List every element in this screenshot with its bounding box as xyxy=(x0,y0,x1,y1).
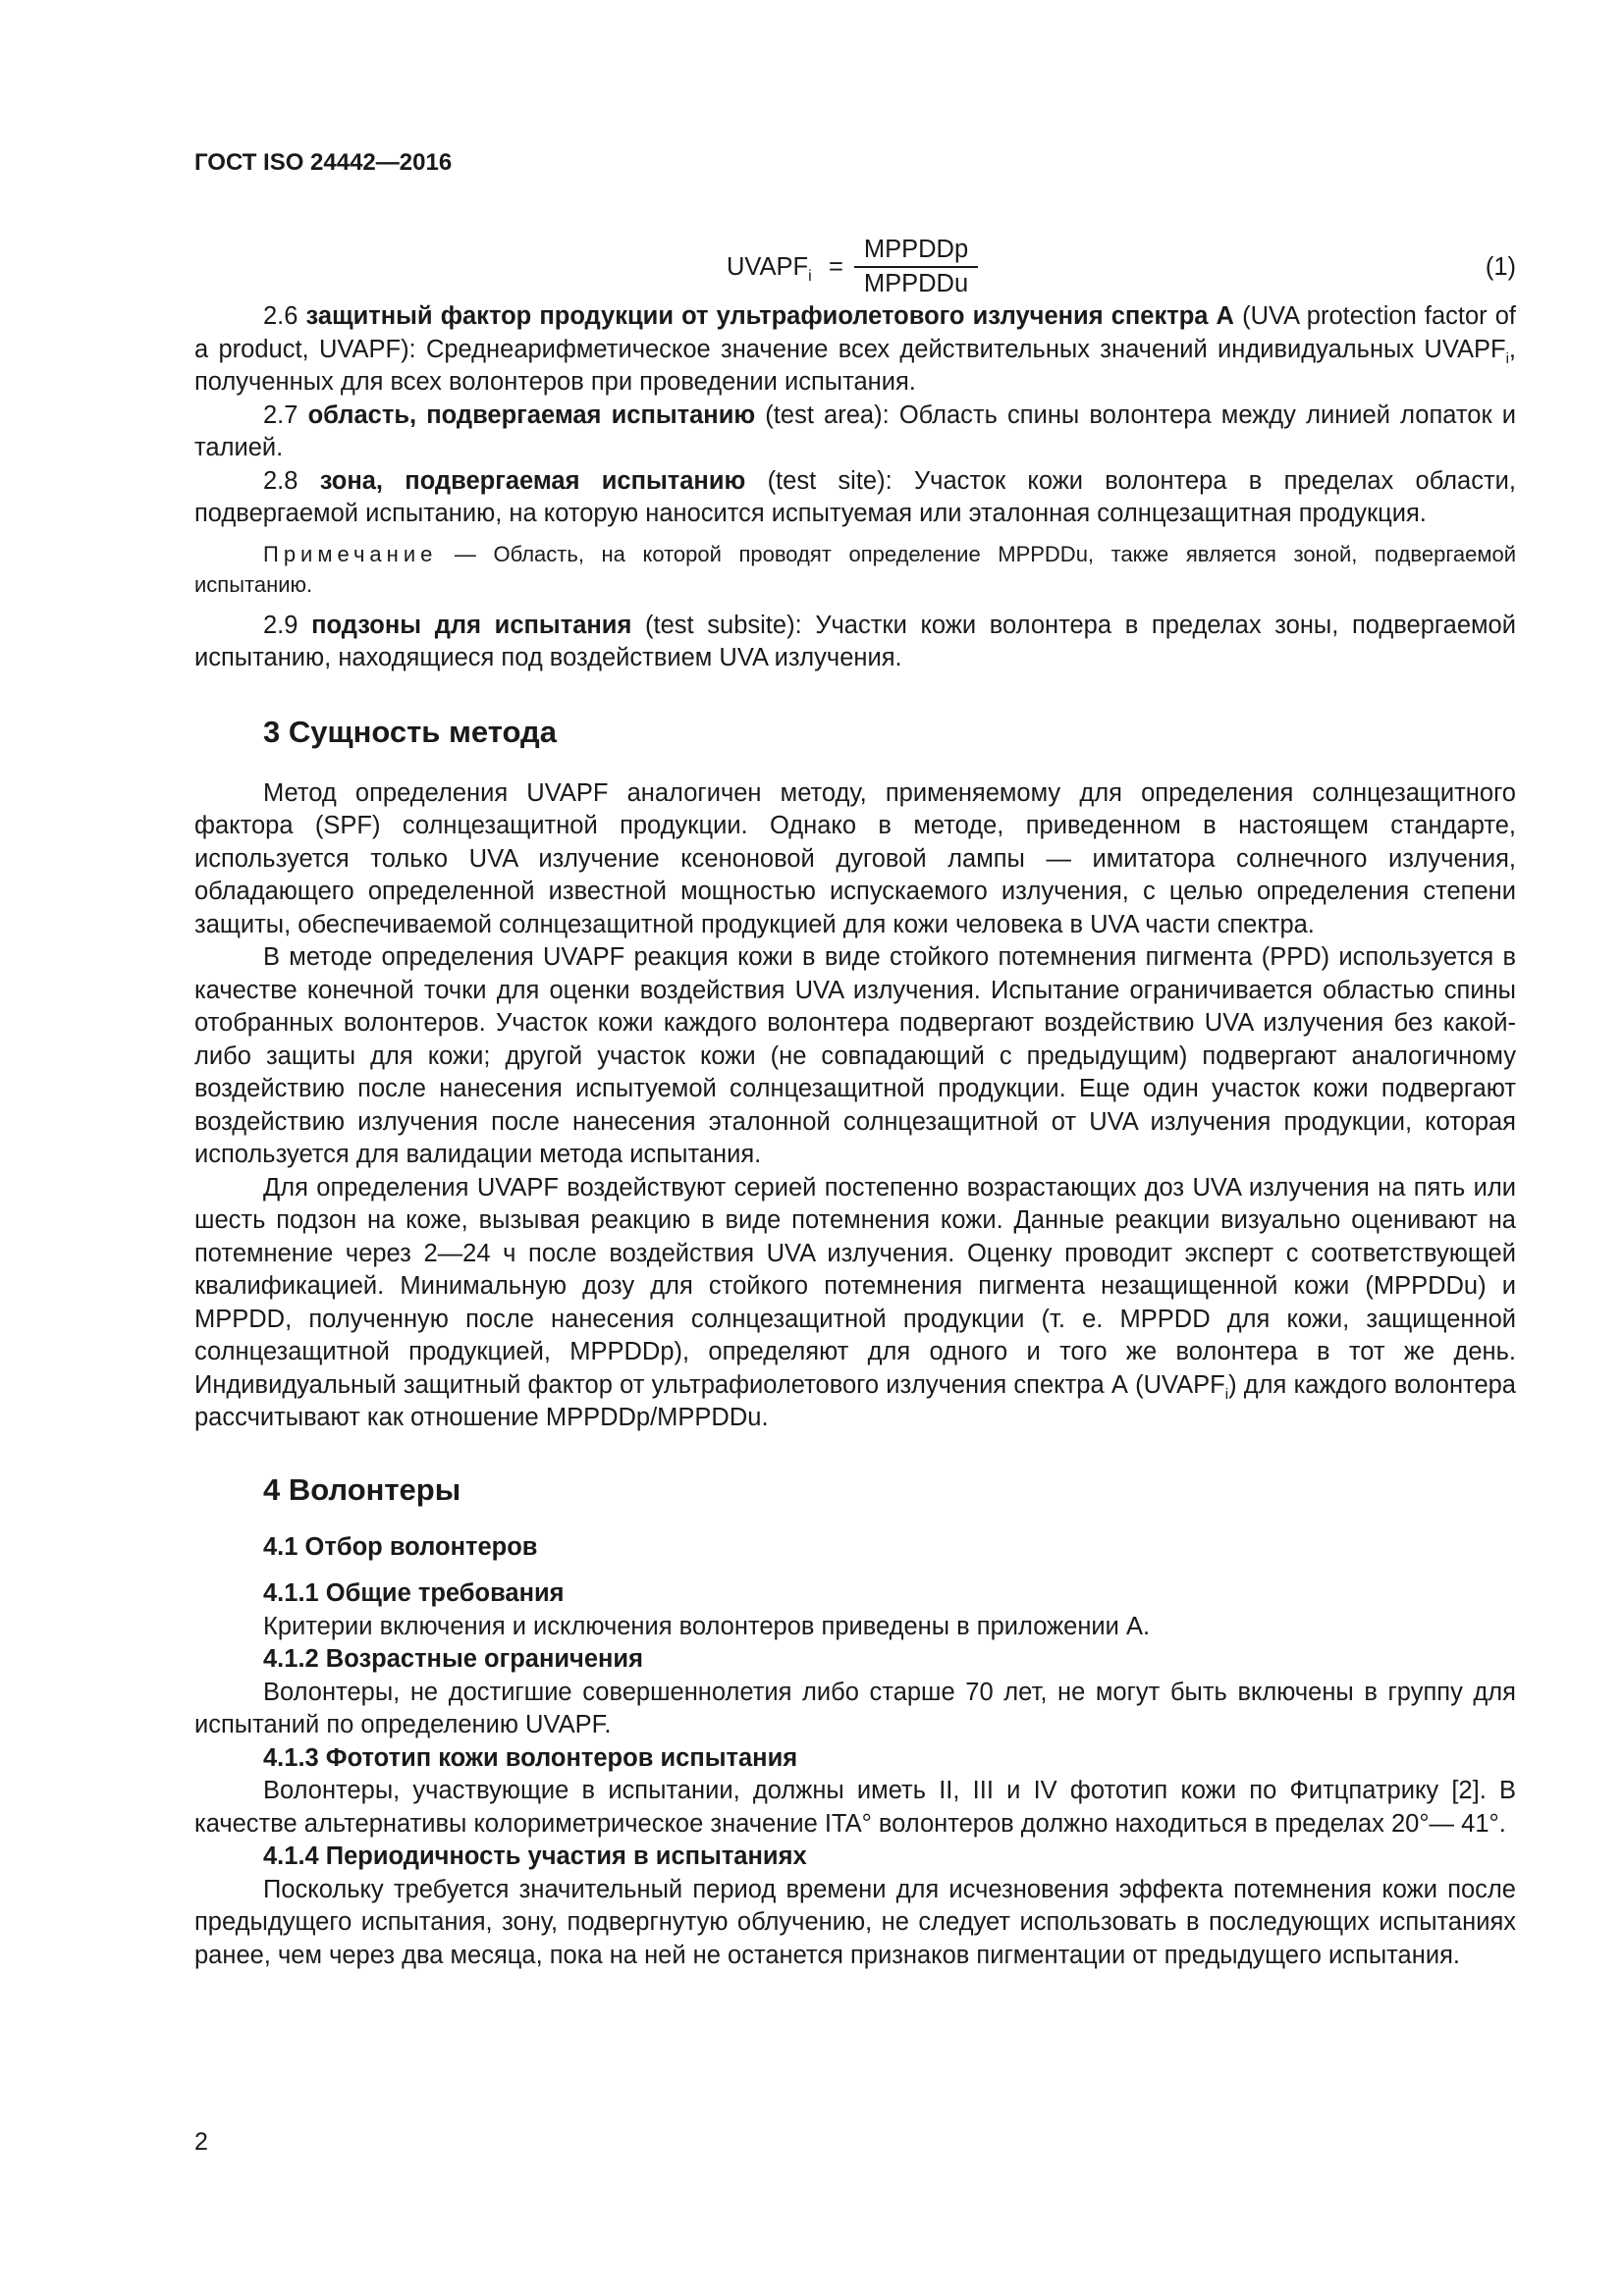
note: Примечание — Область, на которой проводят определение MPPDDu, также является зоной, подвергаемой испытанию. xyxy=(194,541,1516,597)
text-4-1-3: Волонтеры, участвующие в испытании, должны иметь II, III и IV фототип кожи по Фитцпатрику [2]. В качестве альтернативы колориметрическое значение ITA° волонтеров должно находиться в пределах 20°— 41°. xyxy=(194,1777,1516,1838)
document-body xyxy=(194,300,1516,1972)
formula-equals: = xyxy=(829,253,843,281)
section-3-paragraph-3: Для определения UVAPF воздействуют серией постепенно возрастающих доз UVA излучения на пять или шесть подзон на коже, вызывая реакцию в виде потемнения кожи. Данные реакции визуально оценивают на потемнение через 2—24 ч после воздействия UVA излучения. Оценку проводит эксперт с соответствующей квалификацией. Минимальную дозу для стойкого потемнения пигмента незащищенной кожи (MPPDDu) и MPPDD, полученную после нанесения солнцезащитной продукции (т. е. MPPDD для кожи, защищенной солнцезащитной продукцией, MPPDDp), определяют для одного и того же волонтера в тот же день. Индивидуальный защитный фактор от ультрафиолетового излучения спектра А $(UVAPF_i)$ для каждого волонтера рассчитывают как отношение MPPDDp/MPPDDu. xyxy=(194,1173,1516,1431)
heading-4-1-2: 4.1.2 Возрастные ограничения xyxy=(263,1645,643,1673)
definition-2-9: 2.9 подзоны для испытания (test subsite): Участки кожи волонтера в пределах зоны, подвергаемой испытанию, находящиеся под воздействием UVA излучения. xyxy=(194,611,1516,671)
heading-4-1-3: 4.1.3 Фототип кожи волонтеров испытания xyxy=(263,1743,798,1772)
section-3-paragraph-1: Метод определения UVAPF аналогичен методу, применяемому для определения солнцезащитного фактора (SPF) солнцезащитной продукции. Однако в методе, приведенном в настоящем стандарте, используется только UVA излучение ксеноновой дуговой лампы — имитатора солнечного излучения, обладающего определенной известной мощностью испускаемого излучения, с целью определения степени защиты, обеспечиваемой солнцезащитной продукцией для кожи человека в UVA части спектра. xyxy=(194,778,1516,938)
definition-2-6: 2.6 защитный фактор продукции от ультрафиолетового излучения спектра А (UVA protection factor of a product, UVAPF): Среднеарифметическое значение всех действительных значений индивидуальных $UVAPF_i$, полученных для всех волонтеров при проведении испытания. xyxy=(194,302,1516,396)
heading-4-1-1: 4.1.1 Общие требования xyxy=(263,1579,565,1607)
formula-number: (1) xyxy=(1485,253,1516,281)
section-3-paragraph-2: В методе определения UVAPF реакция кожи в виде стойкого потемнения пигмента (PPD) используется в качестве конечной точки для оценки воздействия UVA излучения. Испытание ограничивается областью спины отобранных волонтеров. Участок кожи каждого волонтера подвергают воздействию UVA излучения без какой-либо защиты для кожи; другой участок кожи (не совпадающий с предыдущим) подвергают аналогичному воздействию после нанесения испытуемой солнцезащитной продукции. Еще один участок кожи подвергают воздействию излучения после нанесения эталонной солнцезащитной от UVA излучения продукции, которая используется для валидации метода испытания. xyxy=(194,943,1516,1168)
heading-4-1-4: 4.1.4 Периодичность участия в испытаниях xyxy=(263,1842,807,1870)
document-header: ГОСТ ISO 24442—2016 xyxy=(194,149,453,176)
definition-2-8: 2.8 зона, подвергаемая испытанию (test site): Участок кожи волонтера в пределах области, подвергаемой испытанию, на которую наносится испытуемая или эталонная солнцезащитная продукция. xyxy=(194,466,1516,527)
definition-2-7: 2.7 область, подвергаемая испытанию (test area): Область спины волонтера между линией лопаток и талией. xyxy=(194,400,1516,461)
text-4-1-1: Критерии включения и исключения волонтеров приведены в приложении А. xyxy=(263,1612,1151,1640)
section-3-title: 3 Сущность метода xyxy=(263,714,557,749)
formula-fraction xyxy=(854,236,978,298)
text-4-1-4: Поскольку требуется значительный период времени для исчезновения эффекта потемнения кожи после предыдущего испытания, зону, подвергнутую облучению, не следует использовать в последующих испытаниях ранее, чем через два месяца, пока на ней не останется признаков пигментации от предыдущего испытания. xyxy=(194,1875,1516,1969)
text-4-1-2: Волонтеры, не достигшие совершеннолетия либо старше 70 лет, не могут быть включены в группу для испытаний по определению UVAPF. xyxy=(194,1678,1516,1738)
formula-lhs: $UVAPF_i$ xyxy=(727,253,812,286)
page-number: 2 xyxy=(194,2128,208,2156)
formula-1 xyxy=(0,236,1624,306)
formula-denominator: MPPDDu xyxy=(863,270,969,297)
section-4-title: 4 Волонтеры xyxy=(263,1471,461,1507)
heading-4-1: 4.1 Отбор волонтеров xyxy=(263,1532,538,1561)
note-label: Примечание xyxy=(263,541,438,566)
formula-numerator: MPPDDp xyxy=(854,236,978,268)
